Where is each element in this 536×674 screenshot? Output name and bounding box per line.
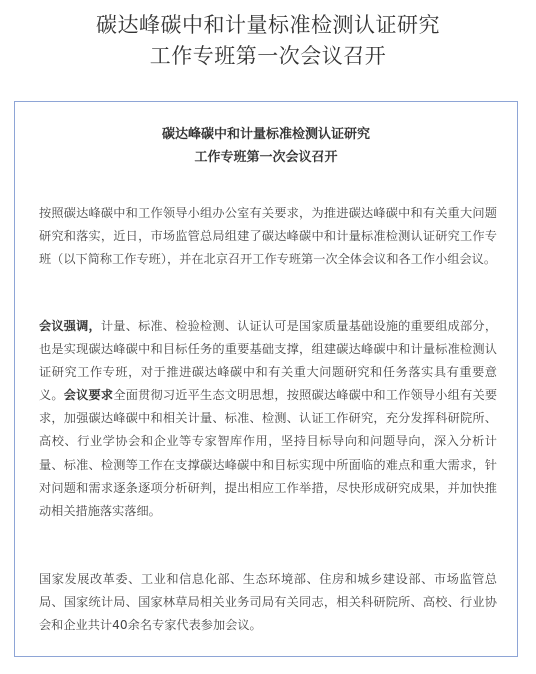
article-paragraph-3: 国家发展改革委、工业和信息化部、生态环境部、住房和城乡建设部、市场监管总局、国家统计局、国家林草局相关业务司局有关同志，相关科研院所、高校、行业协会和企业共计40余名专家代表参加会议。 bbox=[39, 572, 497, 633]
page-title-line2: 工作专班第一次会议召开 bbox=[149, 44, 387, 68]
meeting-requirement-label: 会议要求 bbox=[63, 388, 114, 403]
article-box bbox=[14, 101, 518, 657]
article-title bbox=[15, 123, 517, 169]
meeting-emphasis-text: 计量、标准、检验检测、认证认可是国家质量基础设施的重要组成部分，也是实现碳达峰碳中和目标任务的重要基础支撑，组建碳达峰碳中和计量标准检测认证研究工作专班，对于推进碳达峰碳中和有关重大问题研究和任务落实具有重要意义。 bbox=[39, 319, 498, 403]
article-paragraph-1: 按照碳达峰碳中和工作领导小组办公室有关要求，为推进碳达峰碳中和有关重大问题研究和落实，近日，市场监管总局组建了碳达峰碳中和计量标准检测认证研究工作专班（以下简称工作专班），并在北京召开工作专班第一次全体会议和各工作小组会议。 bbox=[39, 206, 497, 267]
meeting-requirement-text: 全面贯彻习近平生态文明思想，按照碳达峰碳中和工作领导小组有关要求，加强碳达峰碳中和相关计量、标准、检测、认证工作研究，充分发挥科研院所、高校、行业学协会和企业等专家智库作用，坚持目标导向和问题导向，深入分析计量、标准、检测等工作在支撑碳达峰碳中和目标实现中所面临的难点和重大需求，针对问题和需求逐条逐项分析研判，提出相应工作举措，尽快形成研究成果，并加快推动相关措施落实落细。 bbox=[39, 388, 498, 518]
page-title-line1: 碳达峰碳中和计量标准检测认证研究 bbox=[96, 13, 440, 37]
article-paragraph-2 bbox=[39, 315, 497, 523]
article-title-line1: 碳达峰碳中和计量标准检测认证研究 bbox=[161, 127, 370, 142]
meeting-emphasis-label: 会议强调， bbox=[39, 319, 101, 333]
article-title-line2: 工作专班第一次会议召开 bbox=[194, 150, 338, 165]
page-title bbox=[0, 10, 536, 72]
